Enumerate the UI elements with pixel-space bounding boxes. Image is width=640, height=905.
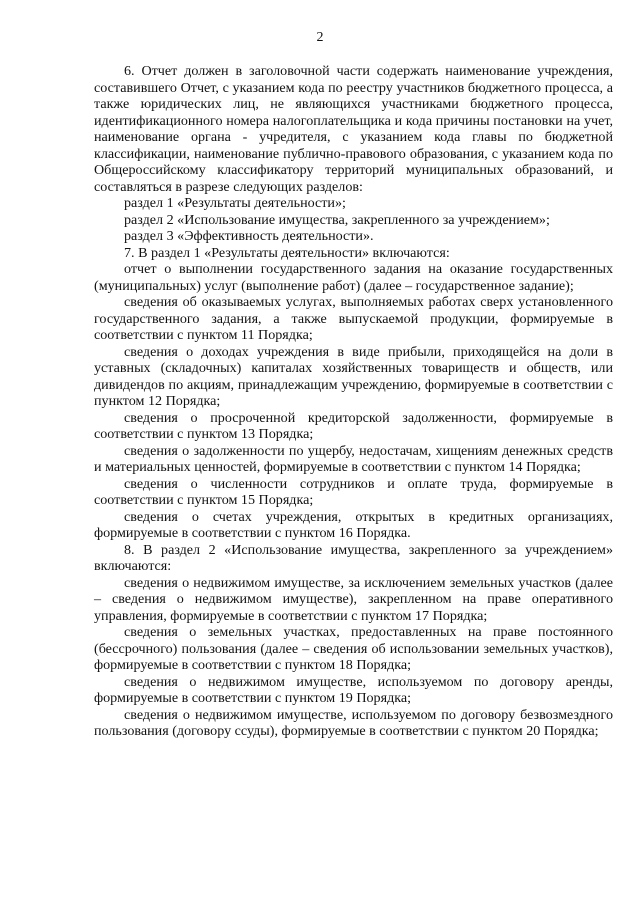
list-item-overdue-payables-info: сведения о просроченной кредиторской задолженности, формируемые в соответствии с пунктом 13 Порядка; <box>94 409 613 442</box>
list-item-section-2: раздел 2 «Использование имущества, закрепленного за учреждением»; <box>124 211 550 228</box>
list-item-bank-accounts-info: сведения о счетах учреждения, открытых в кредитных организациях, формируемые в соответствии с пунктом 16 Порядка. <box>94 508 613 541</box>
list-item-real-estate-free-use: сведения о недвижимом имуществе, используемом по договору безвозмездного пользования (договору ссуды), формируемые в соответствии с пунктом 20 Порядка; <box>94 706 613 739</box>
list-item-damage-debt-info: сведения о задолженности по ущербу, недостачам, хищениям денежных средств и материальных ценностей, формируемые в соответствии с пунктом 14 Порядка; <box>94 442 613 475</box>
paragraph-7: 7. В раздел 1 «Результаты деятельности» включаются: <box>124 244 450 261</box>
list-item-real-estate-lease: сведения о недвижимом имуществе, используемом по договору аренды, формируемые в соответствии с пунктом 19 Порядка; <box>94 673 613 706</box>
list-item-section-1: раздел 1 «Результаты деятельности»; <box>124 195 346 211</box>
list-item-real-estate-operational: сведения о недвижимом имуществе, за исключением земельных участков (далее – сведения о недвижимом имуществе), закрепленном на праве оперативного управления, формируемые в соответствии с пунктом 17 Порядка; <box>94 574 613 624</box>
document-body <box>94 63 613 740</box>
list-item-staff-payroll-info: сведения о численности сотрудников и оплате труда, формируемые в соответствии с пунктом 15 Порядка; <box>94 475 613 508</box>
paragraph-6: 6. Отчет должен в заголовочной части содержать наименование учреждения, составившего Отчет, с указанием кода по реестру участников бюджетного процесса, а также юридических лиц, не являющихся участниками бюджетного процесса, идентификационного номера налогоплательщика и кода причины постановки на учет, наименование органа - учредителя, с указанием кода главы по бюджетной классификации, наименование публично-правового образования, с указанием кода по Общероссийскому классификатору территорий муниципальных образований, и составляться в разрезе следующих разделов: <box>94 63 613 195</box>
list-item-state-task-report: отчет о выполнении государственного задания на оказание государственных (муниципальных) услуг (выполнение работ) (далее – государственное задание); <box>94 261 613 294</box>
list-item-services-info: сведения об оказываемых услугах, выполняемых работах сверх установленного государственного задания, а также выпускаемой продукции, формируемые в соответствии с пунктом 11 Порядка; <box>94 294 613 343</box>
paragraph-8: 8. В раздел 2 «Использование имущества, закрепленного за учреждением» включаются: <box>94 541 613 574</box>
page-number: 2 <box>316 30 324 45</box>
list-item-land-plots: сведения о земельных участках, предоставленных на праве постоянного (бессрочного) пользования (далее – сведения об использовании земельных участков), формируемые в соответствии с пунктом 18 Порядка; <box>94 624 613 673</box>
list-item-profit-income-info: сведения о доходах учреждения в виде прибыли, приходящейся на доли в уставных (складочных) капиталах хозяйственных товариществ и обществ, или дивидендов по акциям, принадлежащим учреждению, формируемые в соответствии с пунктом 12 Порядка; <box>94 343 613 409</box>
list-item-section-3: раздел 3 «Эффективность деятельности». <box>124 228 374 244</box>
